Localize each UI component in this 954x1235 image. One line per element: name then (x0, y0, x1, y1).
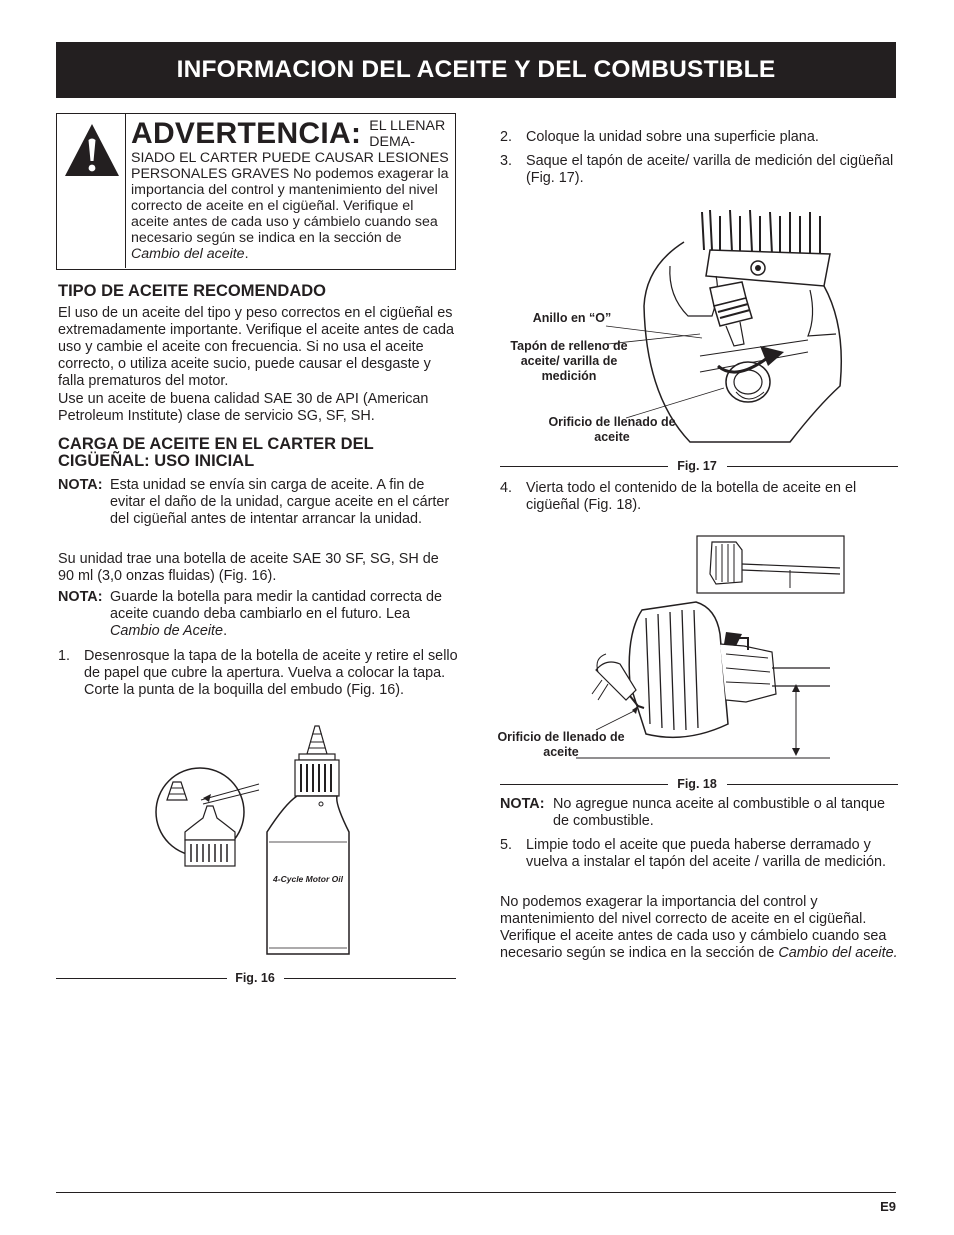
nota-2-end: . (223, 623, 228, 639)
step-number: 2. (500, 129, 513, 145)
section-title-bar: INFORMACION DEL ACEITE Y DEL COMBUSTIBLE (56, 42, 896, 98)
warning-text (131, 118, 453, 262)
nota-1 (58, 477, 458, 545)
fig-17-rule-right (727, 466, 898, 467)
fig-17-rule-left (500, 466, 668, 467)
heading-tipo-aceite: TIPO DE ACEITE RECOMENDADO (58, 282, 326, 300)
fig-16-label: Fig. 16 (235, 971, 275, 985)
warning-title: ADVERTENCIA: (131, 117, 362, 150)
trimmer-fill-illustration (576, 534, 852, 760)
nota-2-italic: Cambio de Aceite (110, 623, 224, 639)
step-number: 1. (58, 648, 71, 664)
step-number: 5. (500, 837, 513, 853)
step-number: 4. (500, 480, 513, 496)
step-4-text: Vierta todo el contenido de la botella de aceite en el cigüeñal (Fig. 18). (526, 480, 857, 513)
nota-label: NOTA: (58, 477, 103, 493)
fig-17-label: Fig. 17 (677, 459, 717, 473)
paragraph-final-text: No podemos exagerar la importancia del control y mantenimiento del nivel correcto de aceite en el cigüeñal. Verifique el aceite antes de cada uso y cámbielo cuando sea necesario según se indica en la sección de (500, 894, 887, 961)
nota-2-body (110, 589, 458, 640)
callout-tapon: Tapón de relleno de aceite/ varilla de medición (510, 339, 628, 383)
paragraph-tipo-aceite: El uso de un aceite del tipo y peso correctos en el cigüeñal es extremadamente importante. Verifique el aceite antes de cada uso y cambie el aceite con frecuencia. Si no usa el aceite correcto, o utiliza aceite sucio, puede causar el desgaste y falla prematuros del motor. (58, 305, 454, 389)
paragraph-botella: Su unidad trae una botella de aceite SAE 30 SF, SG, SH de 90 ml (3,0 onzas fluidas) (Fig. 16). (58, 551, 439, 584)
fig-18-label: Fig. 18 (677, 777, 717, 791)
fig-18-rule-right (727, 784, 898, 785)
step-3 (500, 153, 898, 187)
warning-body-end: . (244, 246, 249, 262)
callout-orificio-18: Orificio de llenado de aceite (497, 730, 625, 759)
step-number: 3. (500, 153, 513, 169)
warning-icon-cell (57, 114, 126, 268)
paragraph-final-italic: Cambio del aceite. (778, 945, 898, 961)
paragraph-final (500, 894, 898, 962)
nota-3-body: No agregue nunca aceite al combustible o al tanque de combustible. (553, 796, 886, 829)
paragraph-sae30: Use un aceite de buena calidad SAE 30 de API (American Petroleum Institute) clase de servicio SG, SF, SH. (58, 391, 429, 424)
step-4 (500, 480, 898, 514)
step-2 (500, 129, 898, 146)
step-5 (500, 837, 898, 889)
callout-anillo: Anillo en “O” (532, 311, 612, 325)
warning-box (56, 113, 456, 270)
page-number: E9 (880, 1199, 896, 1214)
warning-caps-b: SIADO EL CARTER PUEDE CAUSAR LESIONES PERSONALES GRAVES (131, 150, 449, 182)
fig-16-rule-right (284, 978, 456, 979)
nota-label: NOTA: (500, 796, 545, 812)
step-5-text: Limpie todo el aceite que pueda haberse derramado y vuelva a instalar el tapón del aceite / varilla de medición. (526, 837, 886, 870)
warning-caps-a: EL LLENAR DEMA- (369, 118, 446, 150)
footer-rule (56, 1192, 896, 1193)
bottle-label: 4-Cycle Motor Oil (273, 874, 343, 884)
warning-body: No podemos exagerar la importancia del control y mantenimiento del nivel correcto de aceite en el cigüeñal. Verifique el aceite antes de cada uso y cámbielo cuando sea necesario según se indica en la sección de (131, 166, 449, 246)
oil-bottle-illustration (155, 722, 355, 958)
step-2-text: Coloque la unidad sobre una superficie plana. (526, 129, 819, 145)
step-1-text: Desenrosque la tapa de la botella de aceite y retire el sello de papel que cubre la apertura. Vuelva a colocar la tapa. Corte la punta de la boquilla del embudo (Fig. 16). (84, 648, 458, 698)
nota-label: NOTA: (58, 589, 103, 605)
callout-orificio-17: Orificio de llenado de aceite (548, 415, 676, 444)
heading-carga-aceite: CARGA DE ACEITE EN EL CARTER DEL CIGÜEÑAL: USO INICIAL (58, 435, 374, 470)
nota-3 (500, 796, 898, 830)
nota-2 (58, 589, 458, 641)
fig-18-rule-left (500, 784, 668, 785)
nota-1-body: Esta unidad se envía sin carga de aceite. A fin de evitar el daño de la unidad, cargue aceite en el cárter del cigüeñal antes de intentar arrancar la unidad. (110, 477, 450, 527)
step-1 (58, 648, 458, 716)
nota-2-text: Guarde la botella para medir la cantidad correcta de aceite cuando deba cambiarlo en el futuro. Lea (110, 589, 442, 622)
step-3-text: Saque el tapón de aceite/ varilla de medición del cigüeñal (Fig. 17). (526, 153, 894, 186)
warning-body-italic: Cambio del aceite (131, 246, 245, 262)
warning-triangle-icon (63, 122, 121, 180)
fig-16-rule-left (56, 978, 227, 979)
